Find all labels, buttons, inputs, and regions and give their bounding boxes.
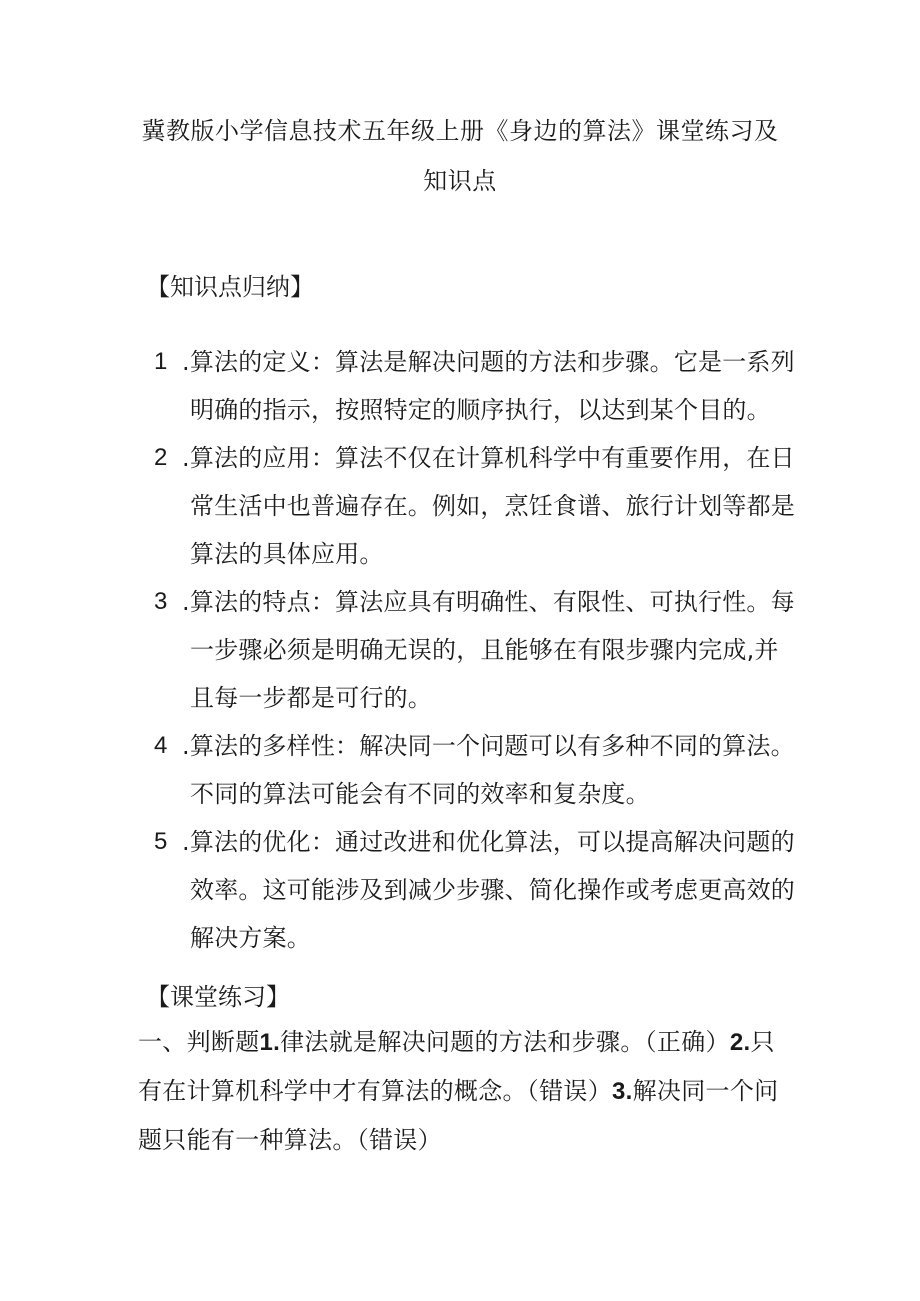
exercise-item-number: 2. — [729, 1029, 751, 1056]
exercise-item-number: 1. — [259, 1029, 281, 1056]
knowledge-item-text: .算法的定义：算法是解决问题的方法和步骤。它是一系列明确的指示，按照特定的顺序执行，以达到某个目的。 — [182, 348, 795, 424]
knowledge-item-text: .算法的特点：算法应具有明确性、有限性、可执行性。每一步骤必须是明确无误的，且能够在有限步骤内完成,并且每一步都是可行的。 — [182, 588, 795, 712]
knowledge-item-number: 4 — [154, 732, 168, 759]
knowledge-item-number: 2 — [154, 444, 168, 471]
knowledge-item-text: .算法的应用：算法不仅在计算机科学中有重要作用，在日常生活中也普遍存在。例如，烹饪食谱、旅行计划等都是算法的具体应用。 — [182, 444, 795, 568]
knowledge-item-3 — [154, 578, 800, 722]
exercise-heading: 【课堂练习】 — [146, 983, 290, 1011]
document-title-line-1: 冀教版小学信息技术五年级上册《身边的算法》课堂练习及 — [141, 117, 779, 145]
exercise-item-text: 律法就是解决问题的方法和步骤。（正确） — [280, 1028, 730, 1056]
knowledge-item-text: .算法的多样性：解决同一个问题可以有多种不同的算法。不同的算法可能会有不同的效率和复杂度。 — [182, 732, 795, 808]
exercise-section-label: 一、判断题 — [138, 1028, 260, 1056]
knowledge-item-number: 5 — [154, 828, 168, 855]
exercise-paragraph — [138, 1018, 798, 1164]
knowledge-item-1 — [154, 338, 800, 434]
document-title-line-2: 知识点 — [423, 167, 497, 195]
knowledge-list — [0, 338, 920, 962]
exercise-item-text: 解决同一个问题只能有一种算法。（错误） — [138, 1077, 779, 1154]
knowledge-item-number: 1 — [154, 348, 168, 375]
knowledge-item-2 — [154, 434, 800, 578]
knowledge-item-4 — [154, 722, 800, 818]
knowledge-item-text: .算法的优化：通过改进和优化算法，可以提高解决问题的效率。这可能涉及到减少步骤、简化操作或考虑更高效的解决方案。 — [182, 828, 795, 952]
exercise-item-number: 3. — [612, 1078, 633, 1105]
exercise-item-text: 只有在计算机科学中才有算法的概念。（错误） — [138, 1028, 775, 1105]
knowledge-item-number: 3 — [154, 588, 168, 615]
knowledge-item-5 — [154, 818, 800, 962]
knowledge-heading: 【知识点归纳】 — [146, 273, 314, 301]
